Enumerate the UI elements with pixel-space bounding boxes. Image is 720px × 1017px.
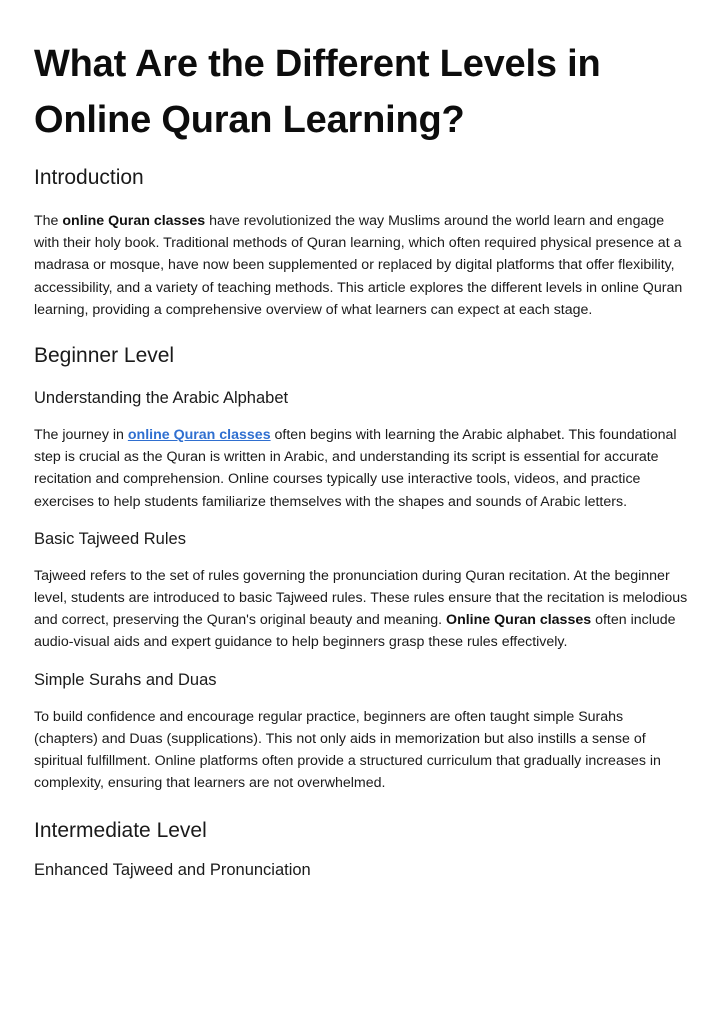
intro-bold-phrase: online Quran classes (62, 213, 206, 229)
introduction-paragraph (34, 210, 690, 321)
tajweed-text-start: Tajweed refers to the set of rules governing the pronunciation during Quran recitation. At the beginner level, students are introduced to basic Tajweed rules. These rules ensure that the recitation is melodious and correct, preserving the Quran's original beauty and meaning. (34, 567, 688, 629)
page-title: What Are the Different Levels in Online Quran Learning? (34, 43, 601, 141)
simple-surahs-paragraph: To build confidence and encourage regular practice, beginners are often taught simple Surahs (chapters) and Duas (supplications). This not only aids in memorization but also instills a sense of spiritual fulfillment. Online platforms often provide a structured curriculum that gradually increases in complexity, ensuring that learners are not overwhelmed. (34, 708, 661, 792)
intro-text-end: have revolutionized the way Muslims around the world learn and engage with their holy book. Traditional methods of Quran learning, which often required physical presence at a madrasa or mosque, have now been supplemented or replaced by digital platforms that offer flexibility, accessibility, and a variety of teaching methods. This article explores the different levels in online Quran learning, providing a comprehensive overview of what learners can expect at each stage. (34, 213, 683, 318)
simple-surahs-heading: Simple Surahs and Duas (34, 670, 217, 689)
beginner-level-heading: Beginner Level (34, 344, 175, 368)
basic-tajweed-heading: Basic Tajweed Rules (34, 529, 186, 548)
online-quran-classes-link[interactable]: online Quran classes (127, 427, 271, 444)
basic-tajweed-paragraph (34, 565, 690, 654)
arabic-alphabet-paragraph (34, 424, 690, 513)
tajweed-text-end: often include audio-visual aids and expert guidance to help beginners grasp these rules effectively. (34, 612, 676, 651)
enhanced-tajweed-heading: Enhanced Tajweed and Pronunciation (34, 861, 311, 880)
introduction-heading: Introduction (34, 166, 144, 189)
arabic-alphabet-heading: Understanding the Arabic Alphabet (34, 389, 289, 408)
alphabet-text-end: often begins with learning the Arabic alphabet. This foundational step is crucial as the Quran is written in Arabic, and understanding its script is essential for accurate recitation and comprehension. Online courses typically use interactive tools, videos, and practice exercises to help students familiarize themselves with the shapes and sounds of Arabic letters. (34, 427, 677, 510)
intro-text-start: The (34, 213, 63, 229)
intermediate-level-heading: Intermediate Level (34, 819, 207, 843)
tajweed-bold-phrase: Online Quran classes (446, 612, 592, 629)
alphabet-text-start: The journey in (34, 427, 128, 444)
